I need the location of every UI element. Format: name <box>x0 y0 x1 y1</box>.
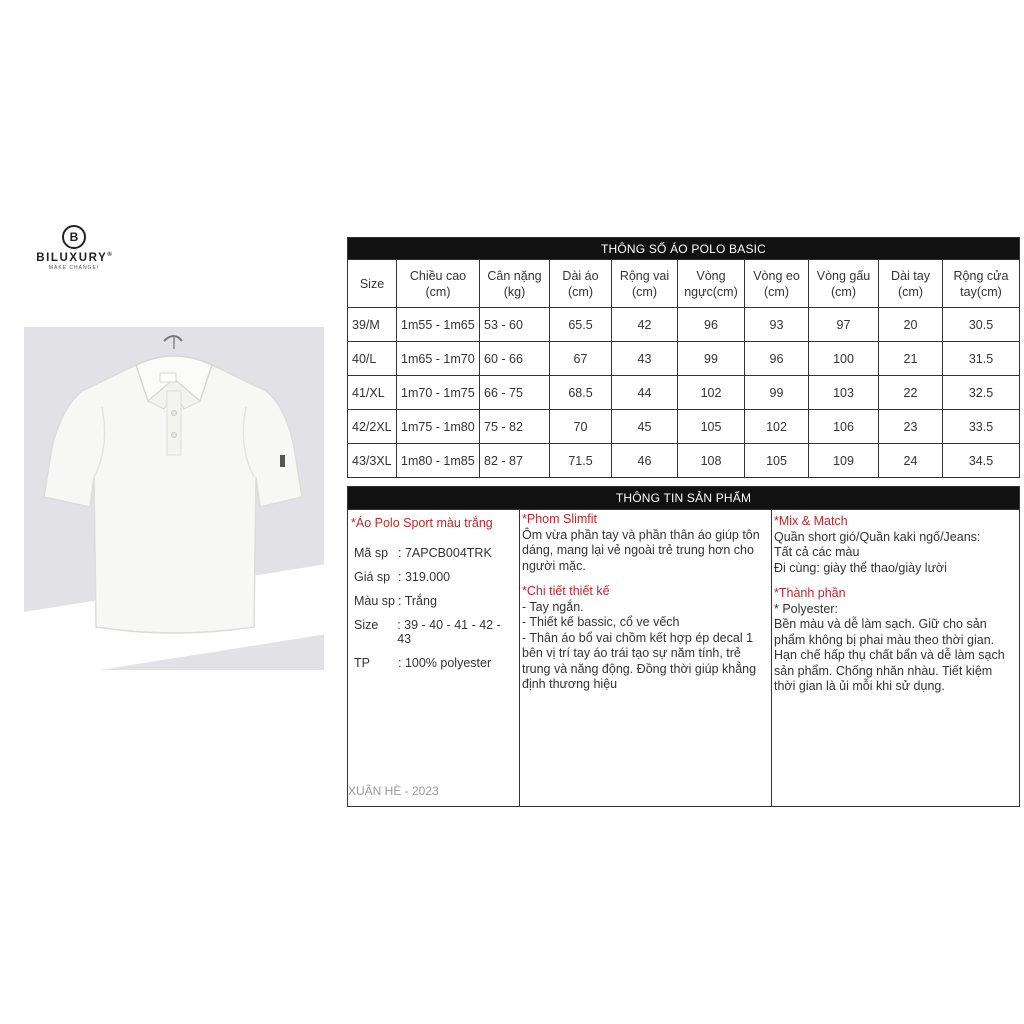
design-detail-line: - Thân áo bổ vai chồm kết hợp ép decal 1 bên vị trí tay áo trái tạo sự năm tính, trẻ trung và năng động. Đồng thời giúp khẳng định thương hiệu <box>522 630 757 691</box>
styling-cell <box>772 510 1020 807</box>
size-cell: 43 <box>612 342 678 376</box>
size-cell: 1m75 - 1m80 <box>397 410 480 444</box>
material-line: Bền màu và dễ làm sạch. Giữ cho sản phẩm không bị phai màu theo thời gian. Hạn chế hấp thụ chất bẩn và dễ làm sạch sản phẩm. Chống nhăn nhàu. Tiết kiệm thời gian là ủi mỗi khi sử dụng. <box>774 617 1005 693</box>
header-weight: Cân nặng (kg) <box>480 260 550 308</box>
material-title: *Thành phần <box>774 586 846 600</box>
registered-mark: ® <box>107 252 112 259</box>
size-cell: 32.5 <box>943 376 1020 410</box>
size-cell: 93 <box>745 308 809 342</box>
design-cell <box>520 510 772 807</box>
header-height: Chiều cao (cm) <box>397 260 480 308</box>
size-cell: 99 <box>745 376 809 410</box>
size-cell: 31.5 <box>943 342 1020 376</box>
spec-color: Màu sp : Trắng <box>354 594 437 608</box>
size-row <box>348 376 1020 410</box>
size-cell: 66 - 75 <box>480 376 550 410</box>
header-sleeve-length: Dài tay (cm) <box>879 260 943 308</box>
size-cell: 1m65 - 1m70 <box>397 342 480 376</box>
size-chart-header-row <box>348 260 1020 308</box>
size-cell: 99 <box>678 342 745 376</box>
size-cell: 65.5 <box>550 308 612 342</box>
size-cell: 97 <box>809 308 879 342</box>
spec-size: Size : 39 - 40 - 41 - 42 - 43 <box>354 618 501 646</box>
size-chart-table <box>347 237 1020 478</box>
header-chest: Vòng ngực(cm) <box>678 260 745 308</box>
size-cell: 23 <box>879 410 943 444</box>
size-cell: 109 <box>809 444 879 478</box>
size-cell: 41/XL <box>348 376 397 410</box>
spec-price: Giá sp : 319.000 <box>354 570 451 584</box>
header-shoulder-width: Rộng vai (cm) <box>612 260 678 308</box>
size-cell: 103 <box>809 376 879 410</box>
size-row <box>348 444 1020 478</box>
size-cell: 42 <box>612 308 678 342</box>
header-shirt-length: Dài áo (cm) <box>550 260 612 308</box>
size-chart-body <box>348 308 1020 478</box>
size-row <box>348 410 1020 444</box>
size-cell: 108 <box>678 444 745 478</box>
size-cell: 96 <box>678 308 745 342</box>
size-cell: 24 <box>879 444 943 478</box>
size-chart-title: THÔNG SỐ ÁO POLO BASIC <box>348 238 1020 260</box>
brand-tagline: MAKE CHANGE! <box>48 265 100 271</box>
size-cell: 105 <box>745 444 809 478</box>
size-cell: 42/2XL <box>348 410 397 444</box>
season-label: XUÂN HÈ - 2023 <box>348 784 439 798</box>
brand-name-text: BILUXURY <box>36 252 108 264</box>
size-row <box>348 308 1020 342</box>
size-cell: 20 <box>879 308 943 342</box>
product-name: *Áo Polo Sport màu trắng <box>351 516 493 530</box>
brand-logo <box>24 225 124 271</box>
size-cell: 1m80 - 1m85 <box>397 444 480 478</box>
size-cell: 43/3XL <box>348 444 397 478</box>
product-basics-cell <box>348 510 520 807</box>
header-size: Size <box>348 260 397 308</box>
header-hem: Vòng gấu (cm) <box>809 260 879 308</box>
size-cell: 106 <box>809 410 879 444</box>
size-cell: 34.5 <box>943 444 1020 478</box>
brand-name <box>24 252 124 264</box>
size-cell: 1m55 - 1m65 <box>397 308 480 342</box>
size-cell: 100 <box>809 342 879 376</box>
size-cell: 82 - 87 <box>480 444 550 478</box>
size-cell: 75 - 82 <box>480 410 550 444</box>
design-detail-line: - Tay ngắn. <box>522 599 584 614</box>
size-cell: 102 <box>745 410 809 444</box>
mix-match-line: Đi cùng: giày thể thao/giày lười <box>774 560 947 575</box>
size-cell: 53 - 60 <box>480 308 550 342</box>
size-cell: 102 <box>678 376 745 410</box>
size-cell: 70 <box>550 410 612 444</box>
size-cell: 96 <box>745 342 809 376</box>
form-text: Ôm vừa phần tay và phần thân áo giúp tôn dáng, mang lại vẻ ngoài trẻ trung hơn cho người mặc. <box>522 527 760 573</box>
material-line: * Polyester: <box>774 601 838 616</box>
product-info-table <box>347 486 1020 807</box>
size-cell: 1m70 - 1m75 <box>397 376 480 410</box>
size-cell: 68.5 <box>550 376 612 410</box>
spec-code: Mã sp : 7APCB004TRK <box>354 546 492 560</box>
header-sleeve-opening: Rộng cửa tay(cm) <box>943 260 1020 308</box>
header-waist: Vòng eo (cm) <box>745 260 809 308</box>
size-row <box>348 342 1020 376</box>
size-cell: 105 <box>678 410 745 444</box>
size-cell: 33.5 <box>943 410 1020 444</box>
product-info-title: THÔNG TIN SẢN PHẨM <box>348 487 1020 510</box>
size-cell: 44 <box>612 376 678 410</box>
size-cell: 67 <box>550 342 612 376</box>
mix-match-line: Quần short gió/Quần kaki ngố/Jeans: <box>774 529 981 544</box>
size-cell: 46 <box>612 444 678 478</box>
logo-mark-icon: B <box>62 225 86 249</box>
form-title: *Phom Slimfit <box>522 512 598 526</box>
size-cell: 40/L <box>348 342 397 376</box>
size-cell: 30.5 <box>943 308 1020 342</box>
spec-material: TP : 100% polyester <box>354 656 492 670</box>
size-cell: 60 - 66 <box>480 342 550 376</box>
design-detail-line: - Thiết kế bassic, cổ ve vếch <box>522 615 680 629</box>
design-detail-title: *Chi tiết thiết kế <box>522 584 610 598</box>
size-cell: 21 <box>879 342 943 376</box>
size-cell: 45 <box>612 410 678 444</box>
mix-match-line: Tất cả các màu <box>774 545 860 559</box>
size-cell: 39/M <box>348 308 397 342</box>
size-cell: 71.5 <box>550 444 612 478</box>
size-cell: 22 <box>879 376 943 410</box>
polo-shirt-image <box>24 327 324 657</box>
mix-match-title: *Mix & Match <box>774 514 848 528</box>
